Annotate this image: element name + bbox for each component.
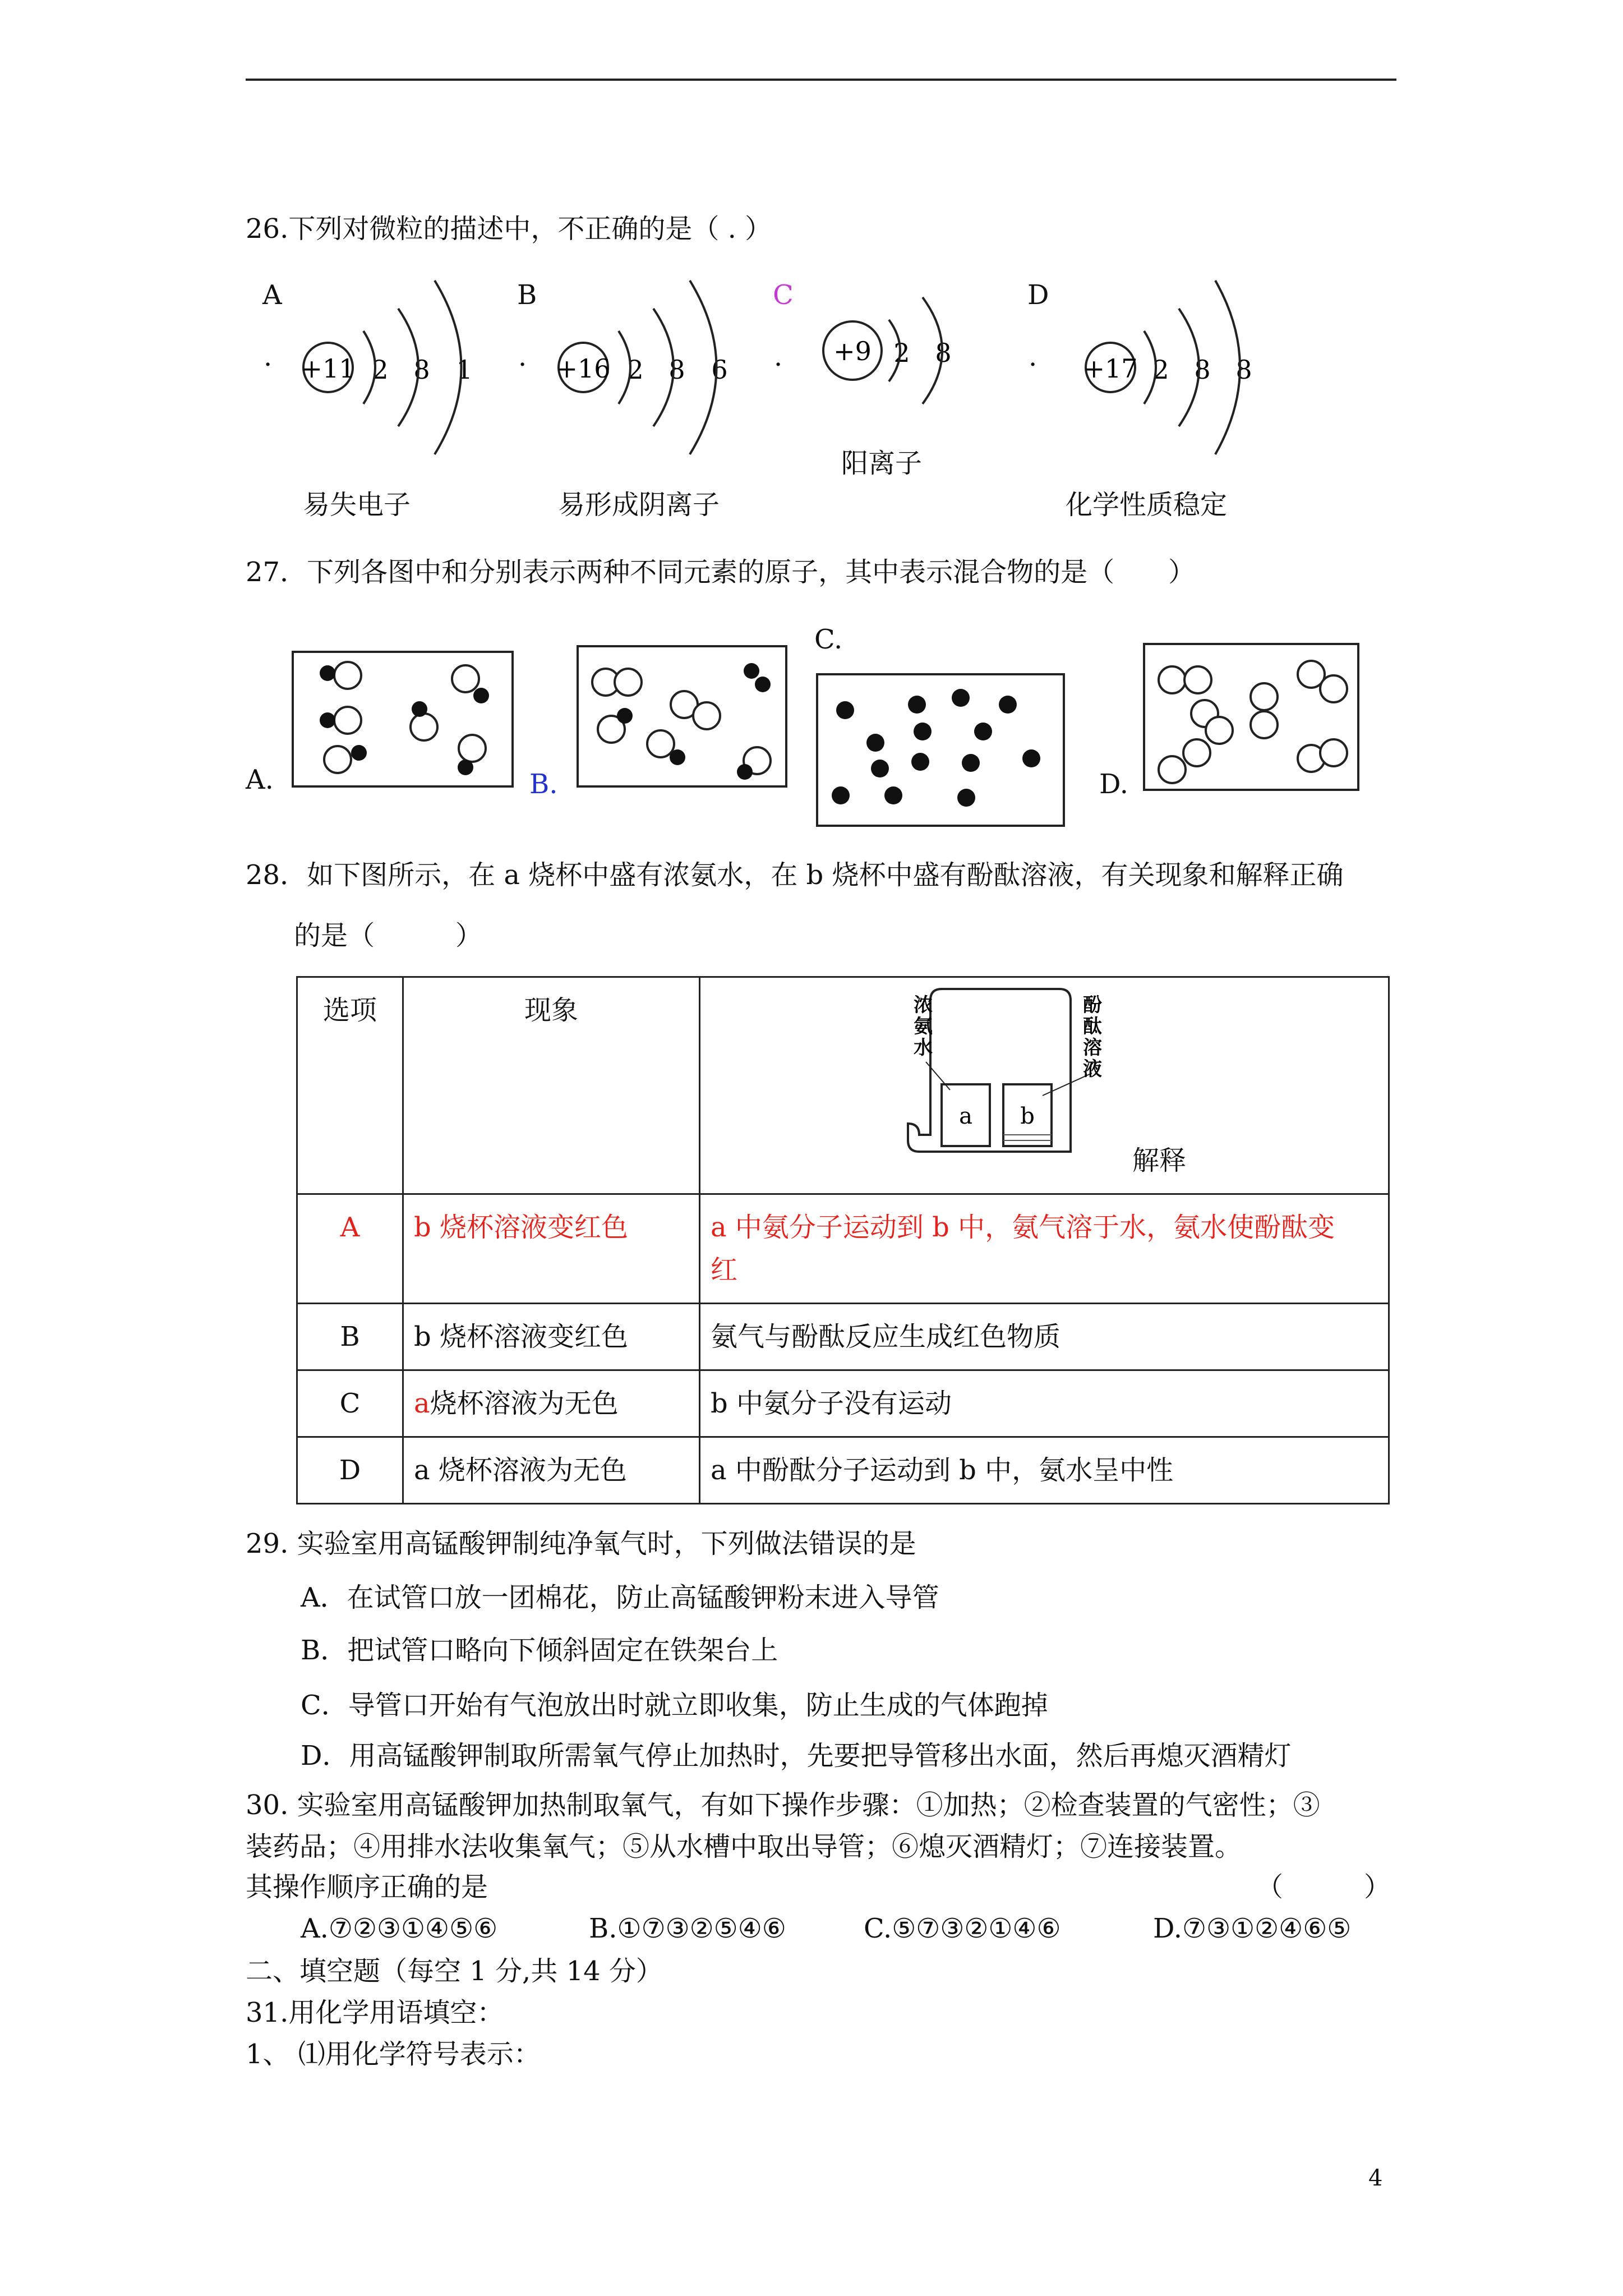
shell-electrons: 2 bbox=[372, 355, 389, 385]
row-option: B bbox=[297, 1304, 403, 1370]
page-number: 4 bbox=[1368, 2165, 1383, 2191]
q29-stem: 29. 实验室用高锰酸钾制纯净氧气时，下列做法错误的是 bbox=[246, 1528, 916, 1559]
shell-electrons: 8 bbox=[413, 355, 430, 385]
nucleus-charge: +16 bbox=[556, 353, 611, 384]
shell-electrons: 2 bbox=[627, 355, 644, 385]
q26-caption: 易失电子 bbox=[303, 489, 411, 521]
atom-structure-diagram bbox=[1066, 269, 1267, 471]
row-explanation: b 中氨分子没有运动 bbox=[700, 1370, 1389, 1437]
q26-bullet: · bbox=[774, 349, 783, 380]
atom-structure-diagram bbox=[292, 269, 494, 471]
q26-bullet: · bbox=[264, 349, 273, 380]
shell-electrons: 1 bbox=[456, 355, 473, 385]
q27-label-d: D. bbox=[1099, 769, 1129, 800]
table-row bbox=[297, 1437, 1389, 1504]
q29-option-a: A．在试管口放一团棉花，防止高锰酸钾粉末进入导管 bbox=[301, 1582, 939, 1613]
q26-caption: 易形成阴离子 bbox=[558, 489, 720, 521]
row-option: D bbox=[297, 1437, 403, 1504]
q29-option-b: B．把试管口略向下倾斜固定在铁架台上 bbox=[301, 1635, 778, 1666]
q28-stem-line2: 的是（ ） bbox=[294, 920, 483, 951]
ion-structure-diagram bbox=[813, 269, 981, 438]
shell-electrons: 8 bbox=[935, 338, 952, 368]
particle-box-d bbox=[1143, 643, 1362, 794]
shell-electrons: 2 bbox=[1152, 355, 1169, 385]
q26-stem: 26.下列对微粒的描述中，不正确的是（ . ） bbox=[246, 213, 772, 245]
particle-box-a bbox=[292, 651, 516, 791]
row-phenomenon: a烧杯溶液为无色 bbox=[403, 1370, 700, 1437]
row-phenomenon: b 烧杯溶液变红色 bbox=[403, 1304, 700, 1370]
q29-option-d: D．用高锰酸钾制取所需氧气停止加热时，先要把导管移出水面，然后再熄灭酒精灯 bbox=[301, 1740, 1292, 1772]
q30-stem-line3: 其操作顺序正确的是 bbox=[246, 1871, 488, 1903]
phenolphthalein-label: 酚酞溶液 bbox=[1083, 994, 1102, 1080]
q27-label-b: B. bbox=[529, 769, 558, 800]
row-explanation: a 中氨分子运动到 b 中，氨气溶于水，氨水使酚酞变 红 bbox=[700, 1194, 1389, 1304]
row-option: C bbox=[297, 1370, 403, 1437]
shell-electrons: 8 bbox=[668, 355, 685, 385]
nucleus-charge: +9 bbox=[833, 336, 872, 366]
q31-stem: 31.用化学用语填空： bbox=[246, 1997, 504, 2028]
q30-option-d: D.⑦③①②④⑥⑤ bbox=[1153, 1913, 1352, 1944]
q26-bullet: · bbox=[518, 349, 527, 380]
q28-stem-line1: 28．如下图所示，在 a 烧杯中盛有浓氨水，在 b 烧杯中盛有酚酞溶液，有关现象和解释正确 bbox=[246, 859, 1344, 891]
table-header-row bbox=[297, 977, 1389, 1194]
q30-option-b: B.①⑦③②⑤④⑥ bbox=[589, 1913, 786, 1944]
ammonia-label: 浓氨水 bbox=[914, 994, 933, 1059]
shell-electrons: 2 bbox=[893, 338, 910, 368]
header-explanation bbox=[700, 977, 1389, 1194]
beaker-b-label: b bbox=[1020, 1103, 1035, 1129]
shell-electrons: 8 bbox=[1194, 355, 1211, 385]
row-option: A bbox=[297, 1194, 403, 1304]
q30-stem-line2: 装药品；④用排水法收集氧气；⑤从水槽中取出导管；⑥熄灭酒精灯；⑦连接装置。 bbox=[246, 1831, 1242, 1862]
row-explanation: a 中酚酞分子运动到 b 中，氨水呈中性 bbox=[700, 1437, 1389, 1504]
q27-label-a: A. bbox=[246, 764, 274, 795]
table-row bbox=[297, 1304, 1389, 1370]
section-heading: 二、填空题（每空 1 分,共 14 分） bbox=[246, 1955, 663, 1987]
row-phenomenon: a 烧杯溶液为无色 bbox=[403, 1437, 700, 1504]
q27-stem: 27．下列各图中和分别表示两种不同元素的原子，其中表示混合物的是（ ） bbox=[246, 556, 1196, 588]
shell-electrons: 8 bbox=[1235, 355, 1252, 385]
table-row bbox=[297, 1194, 1389, 1304]
q30-stem-line1: 30. 实验室用高锰酸钾加热制取氧气，有如下操作步骤：①加热；②检查装置的气密性；③ bbox=[246, 1789, 1320, 1821]
header-phenomenon: 现象 bbox=[403, 977, 700, 1194]
header-option: 选项 bbox=[297, 977, 403, 1194]
q29-option-c: C．导管口开始有气泡放出时就立即收集，防止生成的气体跑掉 bbox=[301, 1690, 1048, 1721]
nucleus-charge: +11 bbox=[301, 353, 356, 384]
q30-option-a: A.⑦②③①④⑤⑥ bbox=[301, 1913, 498, 1944]
q27-label-c: C. bbox=[814, 624, 843, 655]
q26-caption: 化学性质稳定 bbox=[1066, 489, 1228, 521]
header-rule bbox=[246, 79, 1396, 81]
q28-answer-table bbox=[296, 976, 1390, 1504]
q26-caption: 阳离子 bbox=[841, 448, 923, 479]
q26-letter: D bbox=[1027, 279, 1049, 311]
q26-letter: C bbox=[773, 279, 794, 311]
nucleus-charge: +17 bbox=[1083, 353, 1138, 384]
shell-electrons: 6 bbox=[711, 355, 728, 385]
q30-option-c: C.⑤⑦③②①④⑥ bbox=[864, 1913, 1061, 1944]
particle-box-c bbox=[816, 673, 1068, 830]
q31-sub1: 1、 ⑴用化学符号表示： bbox=[246, 2039, 541, 2070]
explanation-header-label: 解释 bbox=[1132, 1145, 1187, 1176]
q26-bullet: · bbox=[1029, 349, 1038, 380]
q26-letter: A bbox=[262, 279, 282, 311]
table-row bbox=[297, 1370, 1389, 1437]
atom-structure-diagram bbox=[547, 269, 749, 471]
row-explanation: 氨气与酚酞反应生成红色物质 bbox=[700, 1304, 1389, 1370]
row-phenomenon: b 烧杯溶液变红色 bbox=[403, 1194, 700, 1304]
particle-box-b bbox=[577, 645, 790, 791]
beaker-a-label: a bbox=[959, 1103, 972, 1129]
beaker-experiment-figure bbox=[891, 983, 1127, 1168]
q30-answer-paren: （ ） bbox=[1256, 1871, 1391, 1903]
q26-letter: B bbox=[517, 279, 537, 311]
